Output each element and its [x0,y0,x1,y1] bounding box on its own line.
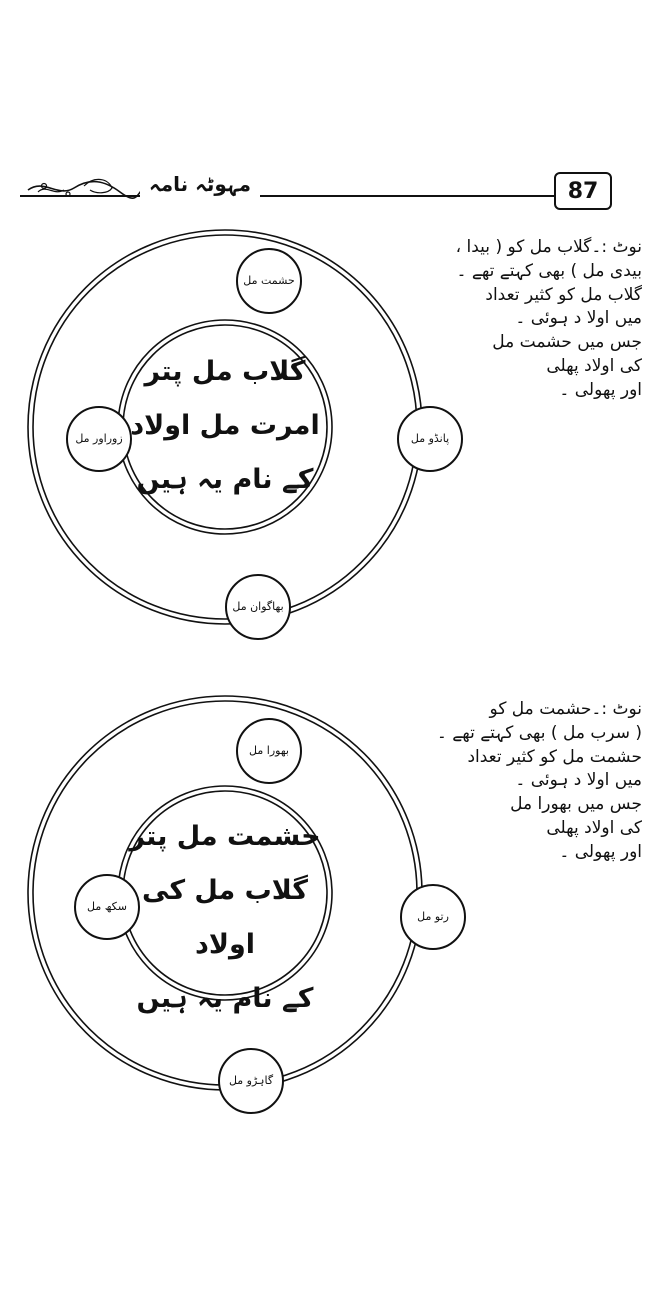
node-bottom: بھاگوان مل [225,574,291,640]
node-bottom: گاہڑو مل [218,1048,284,1114]
center-line: حشمت مل پتر [129,821,321,852]
note-line: میں اولا د ہوئی ۔ [515,308,642,329]
node-right: رتو مل [400,884,466,950]
note-line: جس میں بھورا مل [510,794,642,815]
note-line: بیدی مل ) بھی کہتے تھے ۔ [456,260,642,281]
note-line: جس میں حشمت مل [492,332,642,353]
note-block [432,698,642,865]
node-left: سکھ مل [74,874,140,940]
note-line: ( سرب مل ) بھی کہتے تھے ۔ [436,722,642,743]
note-line: گلاب مل کو کثیر تعداد [485,284,642,305]
note-line: اور پھولی ۔ [559,379,642,400]
note-block [432,236,642,403]
center-line: کے نام یہ ہیں [136,464,314,495]
center-line: امرت مل اولاد [130,410,320,441]
node-top: بھورا مل [236,718,302,784]
node-right: پانڈو مل [397,406,463,472]
note-line: کی اولاد پھلی [546,817,642,838]
page-number: 87 [554,172,612,210]
diagram-center-text [125,345,325,507]
node-top: حشمت مل [236,248,302,314]
note-line: نوٹ :۔گلاب مل کو ( بیدا ، [455,237,642,257]
diagram-center-text [125,810,325,1026]
note-line: کی اولاد پھلی [546,355,642,376]
header-ornament-icon [24,168,144,208]
lineage-diagram [20,688,449,1098]
center-line: گلاب مل پتر [144,356,306,387]
node-left: زوراور مل [66,406,132,472]
note-line: میں اولا د ہوئی ۔ [515,770,642,791]
note-line: حشمت مل کو کثیر تعداد [467,746,642,767]
center-line: گلاب مل کی اولاد [142,875,308,960]
center-line: کے نام یہ ہیں [136,983,314,1014]
book-title: مہوٹہ نامہ [140,170,260,198]
lineage-diagram [20,222,450,632]
note-line: نوٹ :۔حشمت مل کو [489,699,642,719]
note-line: اور پھولی ۔ [559,841,642,862]
